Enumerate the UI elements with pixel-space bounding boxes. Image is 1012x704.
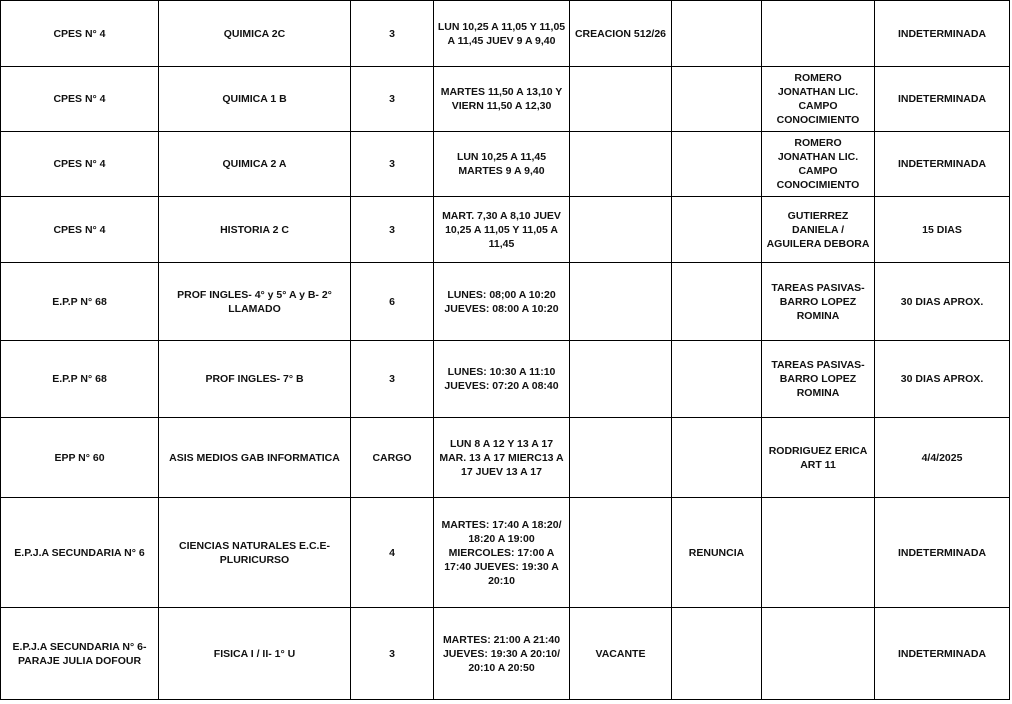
schedule-cell: MARTES: 17:40 A 18:20/ 18:20 A 19:00 MIERCOLES: 17:00 A 17:40 JUEVES: 19:30 A 20:10 bbox=[434, 498, 570, 608]
duration-cell: 30 DIAS APROX. bbox=[875, 263, 1010, 341]
subject-cell: HISTORIA 2 C bbox=[159, 197, 351, 263]
reason-cell bbox=[570, 498, 672, 608]
reason-cell bbox=[570, 341, 672, 418]
school-cell: E.P.P N° 68 bbox=[1, 341, 159, 418]
status-cell bbox=[672, 418, 762, 498]
reason-cell bbox=[570, 67, 672, 132]
status-cell bbox=[672, 341, 762, 418]
status-cell bbox=[672, 608, 762, 700]
replacement-cell: ROMERO JONATHAN LIC. CAMPO CONOCIMIENTO bbox=[762, 67, 875, 132]
reason-cell: VACANTE bbox=[570, 608, 672, 700]
schedule-cell: LUN 10,25 A 11,05 Y 11,05 A 11,45 JUEV 9 A 9,40 bbox=[434, 1, 570, 67]
hours-cell: 3 bbox=[351, 608, 434, 700]
replacement-cell bbox=[762, 498, 875, 608]
reason-cell: CREACION 512/26 bbox=[570, 1, 672, 67]
table-row bbox=[1, 67, 1010, 132]
hours-cell: 3 bbox=[351, 341, 434, 418]
school-cell: CPES N° 4 bbox=[1, 1, 159, 67]
duration-cell: INDETERMINADA bbox=[875, 498, 1010, 608]
replacement-cell: GUTIERREZ DANIELA / AGUILERA DEBORA bbox=[762, 197, 875, 263]
hours-cell: 3 bbox=[351, 197, 434, 263]
schedule-cell: LUN 8 A 12 Y 13 A 17 MAR. 13 A 17 MIERC13 A 17 JUEV 13 A 17 bbox=[434, 418, 570, 498]
reason-cell bbox=[570, 197, 672, 263]
table-row bbox=[1, 132, 1010, 197]
subject-cell: QUIMICA 2C bbox=[159, 1, 351, 67]
school-cell: CPES N° 4 bbox=[1, 132, 159, 197]
school-cell: CPES N° 4 bbox=[1, 197, 159, 263]
status-cell bbox=[672, 197, 762, 263]
duration-cell: 4/4/2025 bbox=[875, 418, 1010, 498]
school-cell: E.P.J.A SECUNDARIA N° 6- PARAJE JULIA DOFOUR bbox=[1, 608, 159, 700]
replacement-cell bbox=[762, 1, 875, 67]
status-cell bbox=[672, 1, 762, 67]
table-row bbox=[1, 418, 1010, 498]
school-cell: EPP N° 60 bbox=[1, 418, 159, 498]
duration-cell: INDETERMINADA bbox=[875, 132, 1010, 197]
duration-cell: 30 DIAS APROX. bbox=[875, 341, 1010, 418]
school-cell: CPES N° 4 bbox=[1, 67, 159, 132]
schedule-cell: LUNES: 10:30 A 11:10 JUEVES: 07:20 A 08:40 bbox=[434, 341, 570, 418]
replacement-cell: RODRIGUEZ ERICA ART 11 bbox=[762, 418, 875, 498]
subject-cell: CIENCIAS NATURALES E.C.E- PLURICURSO bbox=[159, 498, 351, 608]
status-cell bbox=[672, 263, 762, 341]
replacement-cell bbox=[762, 608, 875, 700]
school-cell: E.P.P N° 68 bbox=[1, 263, 159, 341]
school-cell: E.P.J.A SECUNDARIA N° 6 bbox=[1, 498, 159, 608]
schedule-cell: MARTES 11,50 A 13,10 Y VIERN 11,50 A 12,30 bbox=[434, 67, 570, 132]
reason-cell bbox=[570, 263, 672, 341]
duration-cell: INDETERMINADA bbox=[875, 67, 1010, 132]
hours-cell: 3 bbox=[351, 132, 434, 197]
schedule-cell: MARTES: 21:00 A 21:40 JUEVES: 19:30 A 20:10/ 20:10 A 20:50 bbox=[434, 608, 570, 700]
subject-cell: QUIMICA 1 B bbox=[159, 67, 351, 132]
replacement-cell: ROMERO JONATHAN LIC. CAMPO CONOCIMIENTO bbox=[762, 132, 875, 197]
schedule-cell: LUN 10,25 A 11,45 MARTES 9 A 9,40 bbox=[434, 132, 570, 197]
subject-cell: FISICA I / II- 1° U bbox=[159, 608, 351, 700]
table-row bbox=[1, 1, 1010, 67]
schedule-cell: MART. 7,30 A 8,10 JUEV 10,25 A 11,05 Y 11,05 A 11,45 bbox=[434, 197, 570, 263]
schedule-cell: LUNES: 08;00 A 10:20 JUEVES: 08:00 A 10:20 bbox=[434, 263, 570, 341]
table-row bbox=[1, 498, 1010, 608]
replacement-cell: TAREAS PASIVAS- BARRO LOPEZ ROMINA bbox=[762, 341, 875, 418]
table-body bbox=[1, 1, 1010, 700]
table-row bbox=[1, 197, 1010, 263]
status-cell: RENUNCIA bbox=[672, 498, 762, 608]
hours-cell: 4 bbox=[351, 498, 434, 608]
subject-cell: QUIMICA 2 A bbox=[159, 132, 351, 197]
table-row bbox=[1, 341, 1010, 418]
table-row bbox=[1, 263, 1010, 341]
duration-cell: 15 DIAS bbox=[875, 197, 1010, 263]
hours-cell: 3 bbox=[351, 1, 434, 67]
hours-cell: 3 bbox=[351, 67, 434, 132]
subject-cell: PROF INGLES- 4° y 5° A y B- 2° LLAMADO bbox=[159, 263, 351, 341]
reason-cell bbox=[570, 418, 672, 498]
duration-cell: INDETERMINADA bbox=[875, 608, 1010, 700]
hours-cell: 6 bbox=[351, 263, 434, 341]
status-cell bbox=[672, 67, 762, 132]
subject-cell: PROF INGLES- 7° B bbox=[159, 341, 351, 418]
table-row bbox=[1, 608, 1010, 700]
replacement-cell: TAREAS PASIVAS- BARRO LOPEZ ROMINA bbox=[762, 263, 875, 341]
status-cell bbox=[672, 132, 762, 197]
duration-cell: INDETERMINADA bbox=[875, 1, 1010, 67]
hours-cell: CARGO bbox=[351, 418, 434, 498]
subject-cell: ASIS MEDIOS GAB INFORMATICA bbox=[159, 418, 351, 498]
reason-cell bbox=[570, 132, 672, 197]
